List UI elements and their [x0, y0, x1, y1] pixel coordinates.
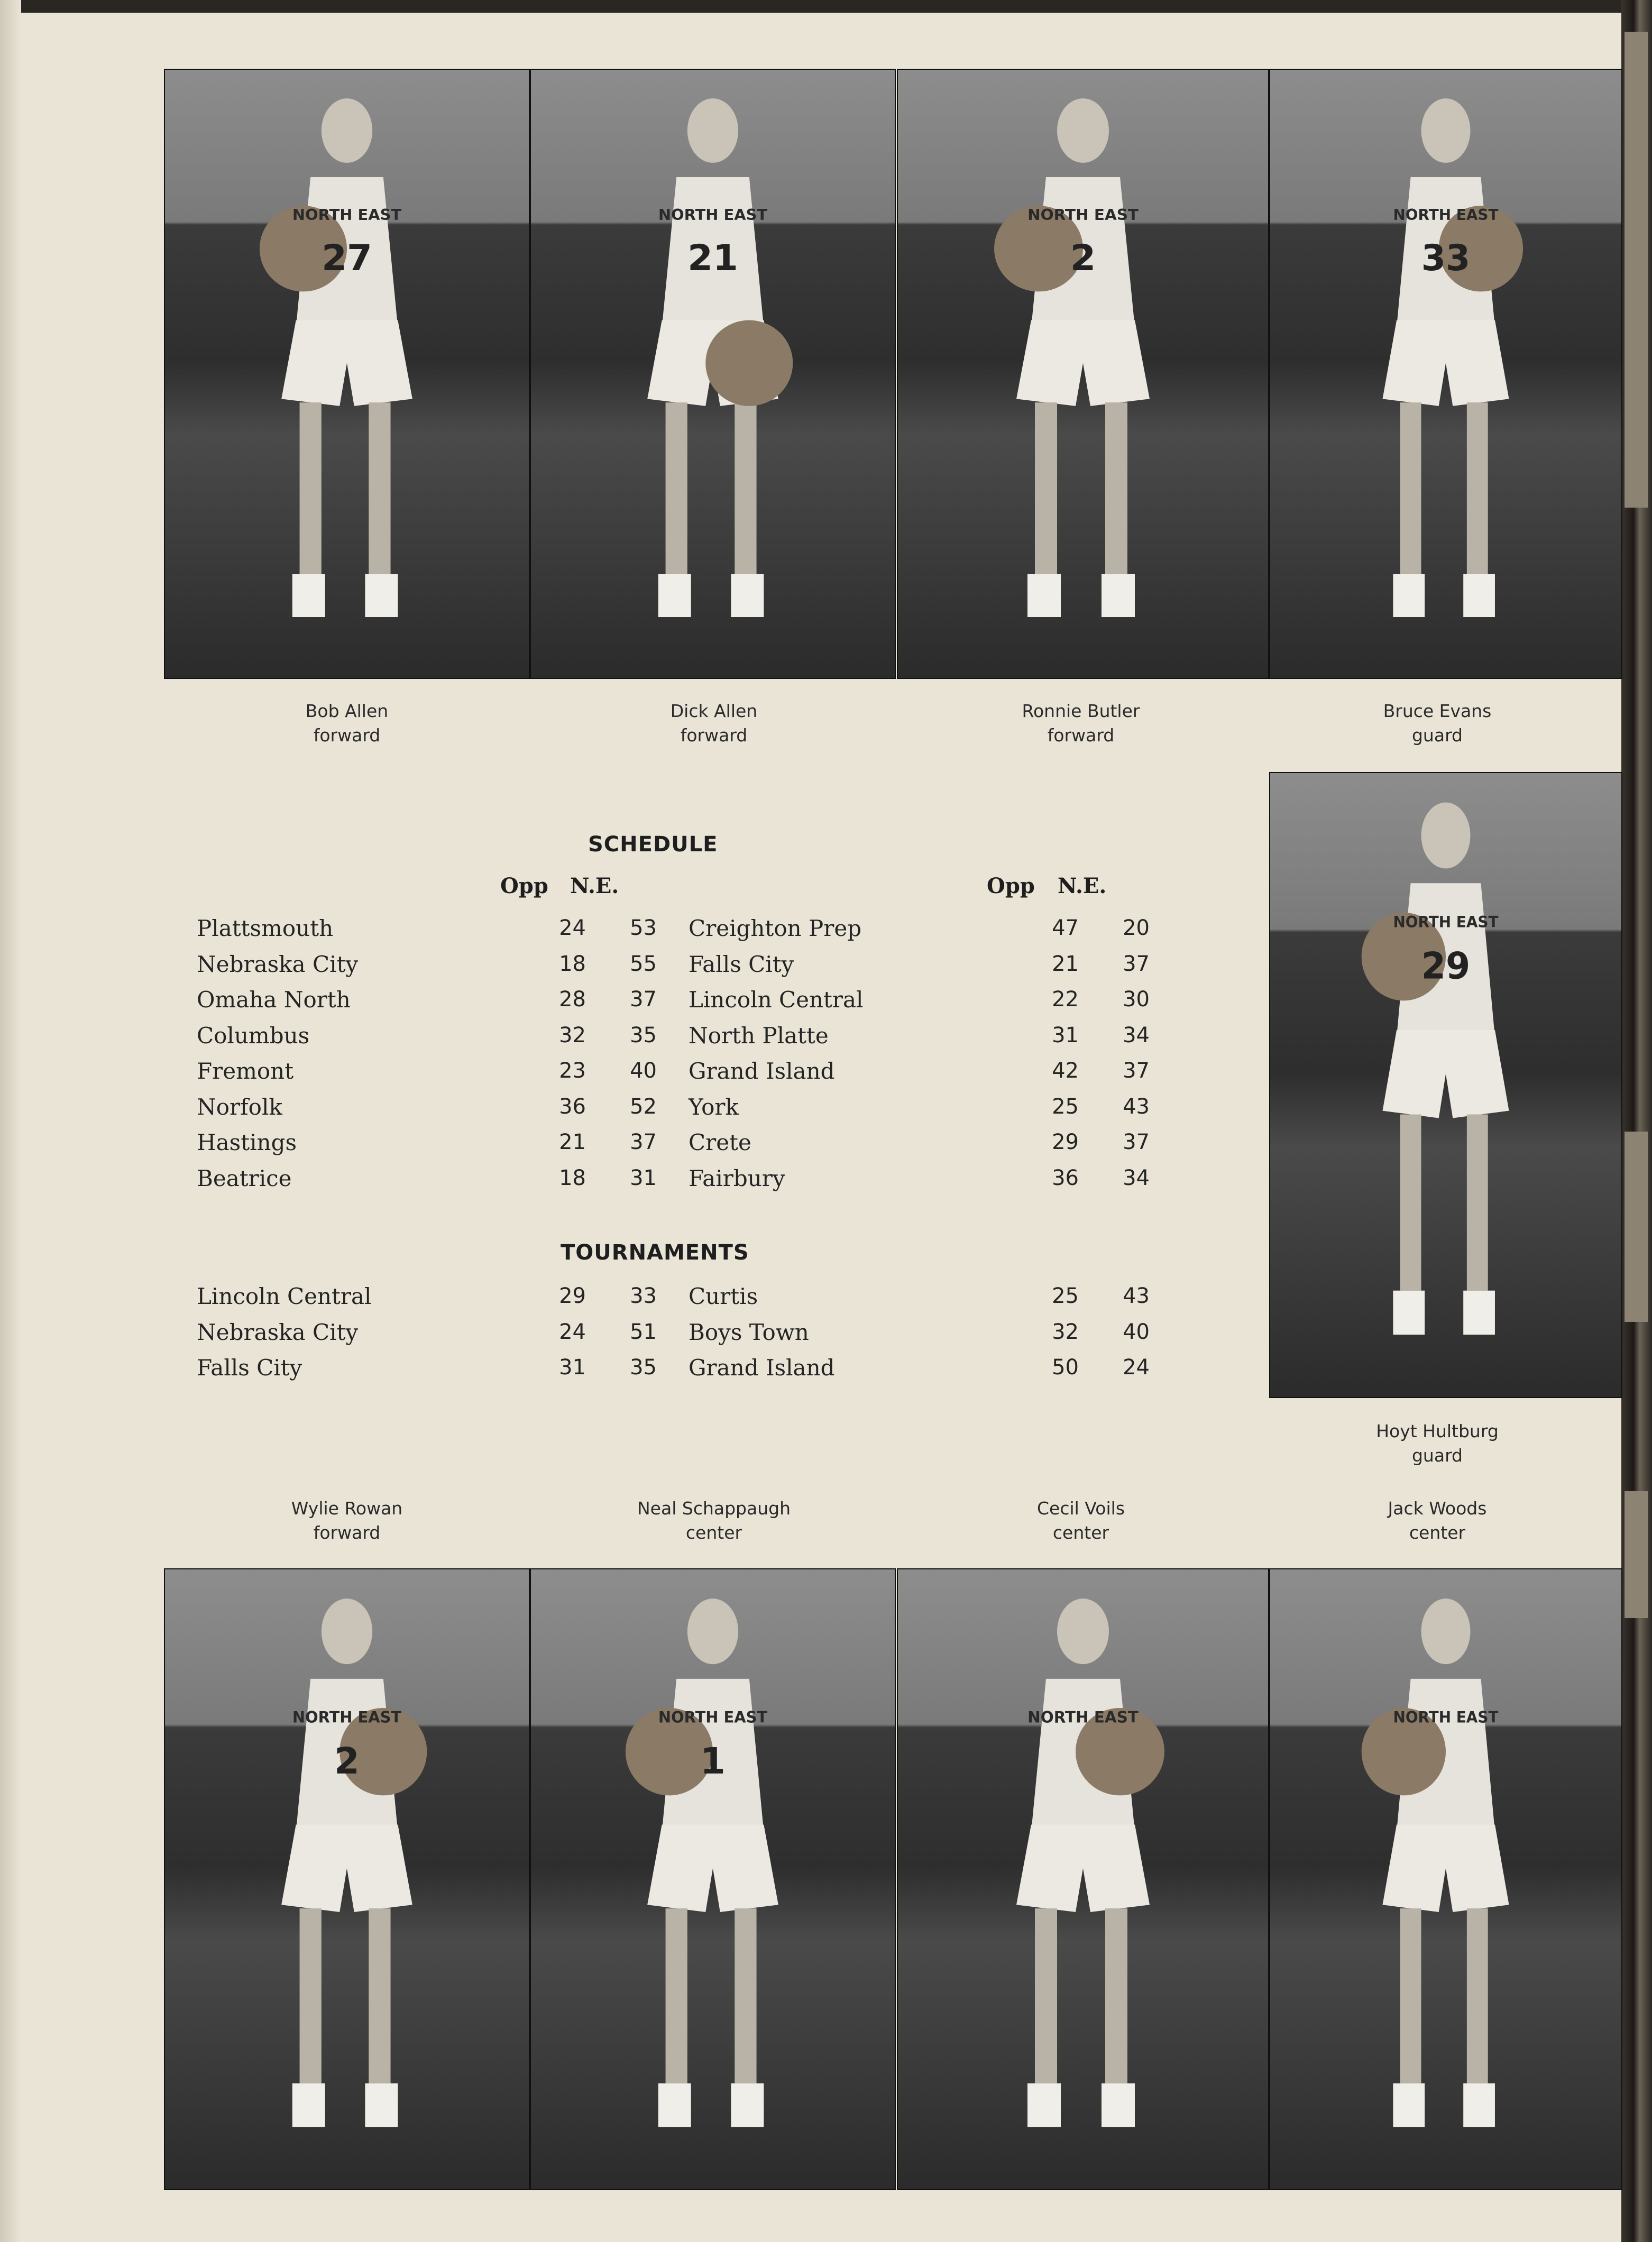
- figure-part: [666, 1908, 687, 2083]
- player-name: Dick Allen: [670, 701, 758, 721]
- player-figure: [898, 70, 1268, 678]
- result-row: [197, 1053, 657, 1089]
- result-row: [197, 1161, 657, 1196]
- result-row: [689, 1279, 1150, 1314]
- opp-score: 31: [1052, 1023, 1079, 1048]
- player-caption: [1321, 699, 1554, 748]
- result-row: [689, 1315, 1150, 1350]
- ne-score: 34: [1123, 1023, 1150, 1048]
- opponent-team: Nebraska City: [197, 1319, 359, 1345]
- player-name: Ronnie Butler: [1022, 701, 1140, 721]
- figure-part: [1463, 574, 1495, 617]
- result-row: [197, 1315, 657, 1350]
- figure-part: [1035, 402, 1057, 574]
- opponent-team: Columbus: [197, 1022, 310, 1049]
- opponent-team: Lincoln Central: [689, 987, 864, 1013]
- player-photo: [1270, 70, 1621, 678]
- opp-score: 42: [1052, 1059, 1079, 1083]
- figure-part: [731, 2083, 764, 2127]
- figure-part: [731, 574, 764, 617]
- ne-score: 24: [1123, 1355, 1150, 1380]
- ne-score: 52: [630, 1094, 657, 1119]
- result-row: [197, 1018, 657, 1053]
- opp-score: 23: [559, 1059, 586, 1083]
- player-name: Neal Schappaugh: [637, 1498, 791, 1519]
- figure-part: [1102, 574, 1135, 617]
- jersey-text: NORTH EAST: [658, 1708, 768, 1726]
- result-row: [689, 1161, 1150, 1196]
- player-position: center: [685, 1522, 742, 1543]
- player-photo: [165, 1569, 529, 2189]
- tournaments-heading: TOURNAMENTS: [561, 1241, 749, 1265]
- opponent-team: Omaha North: [197, 987, 351, 1013]
- result-row: [197, 1125, 657, 1160]
- player-position: center: [1409, 1522, 1466, 1543]
- jersey-number: 21: [687, 237, 738, 279]
- figure-part: [322, 1598, 372, 1664]
- figure-part: [300, 1908, 322, 2083]
- figure-part: [658, 574, 691, 617]
- figure-part: [1382, 320, 1509, 406]
- opponent-team: Plattsmouth: [197, 915, 334, 941]
- figure-part: [1393, 2083, 1425, 2127]
- player-figure: [1270, 773, 1621, 1397]
- opp-score: 18: [559, 1165, 586, 1190]
- figure-part: [1463, 1291, 1495, 1335]
- player-caption: [1321, 1419, 1554, 1468]
- figure-part: [1105, 1908, 1127, 2083]
- ne-score: 31: [630, 1165, 657, 1190]
- opp-score: 47: [1052, 916, 1079, 940]
- result-row: [197, 1279, 657, 1314]
- figure-part: [1035, 1908, 1057, 2083]
- opp-score: 50: [1052, 1355, 1079, 1380]
- figure-part: [322, 98, 372, 163]
- opponent-team: Lincoln Central: [197, 1283, 372, 1309]
- edge-tab: [1625, 32, 1648, 508]
- jersey-text: NORTH EAST: [292, 206, 402, 224]
- schedule-heading: SCHEDULE: [588, 832, 718, 857]
- opponent-team: Creighton Prep: [689, 915, 862, 941]
- player-photo: [531, 1569, 895, 2189]
- opponent-team: Curtis: [689, 1283, 758, 1309]
- player-name: Hoyt Hultburg: [1376, 1421, 1499, 1441]
- ne-score: 35: [630, 1355, 657, 1380]
- figure-part: [687, 1598, 738, 1664]
- figure-part: [1382, 1825, 1509, 1912]
- ne-score: 37: [1123, 1130, 1150, 1154]
- player-figure: [165, 1569, 529, 2189]
- figure-part: [687, 98, 738, 163]
- player-position: forward: [313, 1522, 381, 1543]
- player-name: Wylie Rowan: [291, 1498, 403, 1519]
- opponent-team: Nebraska City: [197, 951, 359, 977]
- jersey-text: NORTH EAST: [1027, 1708, 1139, 1726]
- player-name: Cecil Voils: [1036, 1498, 1125, 1519]
- jersey-text: NORTH EAST: [658, 206, 768, 224]
- figure-part: [735, 1908, 756, 2083]
- player-name: Bruce Evans: [1383, 701, 1492, 721]
- player-caption: [965, 699, 1197, 748]
- jersey-number: 1: [700, 1740, 726, 1783]
- figure-part: [1421, 98, 1471, 163]
- result-row: [689, 1125, 1150, 1160]
- figure-part: [292, 574, 325, 617]
- jersey-text: NORTH EAST: [1393, 913, 1499, 931]
- player-position: center: [1052, 1522, 1109, 1543]
- figure-part: [1027, 574, 1061, 617]
- player-photo: [165, 70, 529, 678]
- ne-score: 37: [1123, 951, 1150, 976]
- ne-score: 43: [1123, 1284, 1150, 1308]
- figure-part: [1016, 1825, 1150, 1912]
- ne-score: 34: [1123, 1165, 1150, 1190]
- figure-part: [1400, 402, 1421, 574]
- figure-part: [281, 320, 412, 406]
- ne-score: 43: [1123, 1094, 1150, 1119]
- ne-score: 20: [1123, 916, 1150, 940]
- figure-part: [1467, 1908, 1488, 2083]
- figure-part: [369, 1908, 390, 2083]
- opponent-team: Boys Town: [689, 1319, 809, 1345]
- figure-part: [1467, 402, 1488, 574]
- player-caption: [598, 699, 830, 748]
- result-row: [197, 911, 657, 946]
- figure-part: [1057, 98, 1109, 163]
- result-row: [197, 982, 657, 1017]
- opponent-team: North Platte: [689, 1022, 829, 1049]
- player-position: forward: [680, 725, 748, 746]
- ne-score: 37: [1123, 1059, 1150, 1083]
- opponent-team: Grand Island: [689, 1058, 835, 1084]
- jersey-text: NORTH EAST: [1393, 1708, 1499, 1726]
- ne-score: 55: [630, 951, 657, 976]
- figure-part: [1400, 1115, 1421, 1291]
- ne-score: 37: [630, 1130, 657, 1154]
- jersey-text: NORTH EAST: [292, 1708, 402, 1726]
- figure-part: [647, 1825, 778, 1912]
- col-ne-header: N.E.: [1058, 874, 1107, 898]
- opp-score: 29: [1052, 1130, 1079, 1154]
- jersey-text: NORTH EAST: [1027, 206, 1139, 224]
- player-photo: [898, 1569, 1268, 2189]
- result-row: [689, 982, 1150, 1017]
- player-caption: [231, 699, 463, 748]
- player-photo: [531, 70, 895, 678]
- opponent-team: Hastings: [197, 1129, 297, 1155]
- jersey-number: 33: [1421, 237, 1471, 279]
- result-row: [689, 1018, 1150, 1053]
- player-photo: [898, 70, 1268, 678]
- figure-part: [1057, 1598, 1109, 1664]
- opp-score: 25: [1052, 1284, 1079, 1308]
- player-position: forward: [313, 725, 381, 746]
- edge-tab: [1625, 1491, 1648, 1618]
- figure-part: [1393, 1291, 1425, 1335]
- figure-part: [1421, 803, 1471, 869]
- ne-score: 35: [630, 1023, 657, 1048]
- jersey-number: 2: [334, 1740, 360, 1783]
- player-photo: [1270, 1569, 1621, 2189]
- ne-score: 51: [630, 1319, 657, 1344]
- opp-score: 32: [1052, 1319, 1079, 1344]
- figure-part: [281, 1825, 412, 1912]
- figure-part: [666, 402, 687, 574]
- figure-part: [1027, 2083, 1061, 2127]
- player-caption: [965, 1496, 1197, 1545]
- player-caption: [231, 1496, 463, 1545]
- player-name: Jack Woods: [1388, 1498, 1487, 1519]
- opp-score: 24: [559, 916, 586, 940]
- figure-part: [1382, 1030, 1509, 1118]
- col-opp-header: Opp: [500, 874, 548, 898]
- ne-score: 37: [630, 987, 657, 1012]
- opponent-team: Grand Island: [689, 1355, 835, 1381]
- result-row: [197, 1089, 657, 1125]
- figure-part: [365, 2083, 398, 2127]
- page-edge: [1621, 0, 1652, 2242]
- figure-part: [658, 2083, 691, 2127]
- opp-score: 36: [559, 1094, 586, 1119]
- opp-score: 21: [559, 1130, 586, 1154]
- top-border: [0, 0, 1652, 13]
- opp-score: 22: [1052, 987, 1079, 1012]
- player-position: forward: [1047, 725, 1115, 746]
- figure-part: [1105, 402, 1127, 574]
- player-figure: [1270, 70, 1621, 678]
- result-row: [197, 1350, 657, 1385]
- figure-part: [1421, 1598, 1471, 1664]
- result-row: [689, 1089, 1150, 1125]
- basketball: [705, 320, 793, 406]
- figure-part: [735, 402, 756, 574]
- player-caption: [1321, 1496, 1554, 1545]
- player-figure: [531, 1569, 895, 2189]
- opponent-team: Beatrice: [197, 1165, 292, 1191]
- figure-part: [365, 574, 398, 617]
- opp-score: 18: [559, 951, 586, 976]
- binding-gutter: [0, 0, 21, 2242]
- opp-score: 28: [559, 987, 586, 1012]
- figure-part: [1016, 320, 1150, 406]
- ne-score: 53: [630, 916, 657, 940]
- figure-part: [300, 402, 322, 574]
- player-figure: [531, 70, 895, 678]
- opp-score: 21: [1052, 951, 1079, 976]
- opponent-team: Falls City: [197, 1355, 302, 1381]
- figure-part: [1467, 1115, 1488, 1291]
- player-caption: [598, 1496, 830, 1545]
- player-photo: [1270, 773, 1621, 1397]
- figure-part: [292, 2083, 325, 2127]
- jersey-number: 29: [1421, 945, 1471, 988]
- opponent-team: Falls City: [689, 951, 794, 977]
- opponent-team: Norfolk: [197, 1094, 282, 1120]
- ne-score: 40: [1123, 1319, 1150, 1344]
- ne-score: 40: [630, 1059, 657, 1083]
- player-figure: [898, 1569, 1268, 2189]
- result-row: [689, 911, 1150, 946]
- edge-tab: [1625, 1132, 1648, 1322]
- result-row: [689, 947, 1150, 982]
- figure-part: [1393, 574, 1425, 617]
- opponent-team: Crete: [689, 1129, 751, 1155]
- player-figure: [1270, 1569, 1621, 2189]
- opponent-team: Fairbury: [689, 1165, 785, 1191]
- opp-score: 25: [1052, 1094, 1079, 1119]
- ne-score: 33: [630, 1284, 657, 1308]
- col-ne-header: N.E.: [570, 874, 619, 898]
- player-position: guard: [1411, 1445, 1463, 1466]
- result-row: [689, 1053, 1150, 1089]
- figure-part: [1463, 2083, 1495, 2127]
- figure-part: [369, 402, 390, 574]
- figure-part: [1102, 2083, 1135, 2127]
- opp-score: 29: [559, 1284, 586, 1308]
- player-figure: [165, 70, 529, 678]
- ne-score: 30: [1123, 987, 1150, 1012]
- opp-score: 24: [559, 1319, 586, 1344]
- jersey-number: 27: [322, 237, 372, 279]
- figure-part: [1400, 1908, 1421, 2083]
- opponent-team: Fremont: [197, 1058, 294, 1084]
- col-opp-header: Opp: [987, 874, 1035, 898]
- jersey-number: 2: [1070, 237, 1096, 279]
- opp-score: 31: [559, 1355, 586, 1380]
- opp-score: 36: [1052, 1165, 1079, 1190]
- result-row: [197, 947, 657, 982]
- player-name: Bob Allen: [305, 701, 389, 721]
- opponent-team: York: [689, 1094, 739, 1120]
- jersey-text: NORTH EAST: [1393, 206, 1499, 224]
- player-position: guard: [1411, 725, 1463, 746]
- result-row: [689, 1350, 1150, 1385]
- opp-score: 32: [559, 1023, 586, 1048]
